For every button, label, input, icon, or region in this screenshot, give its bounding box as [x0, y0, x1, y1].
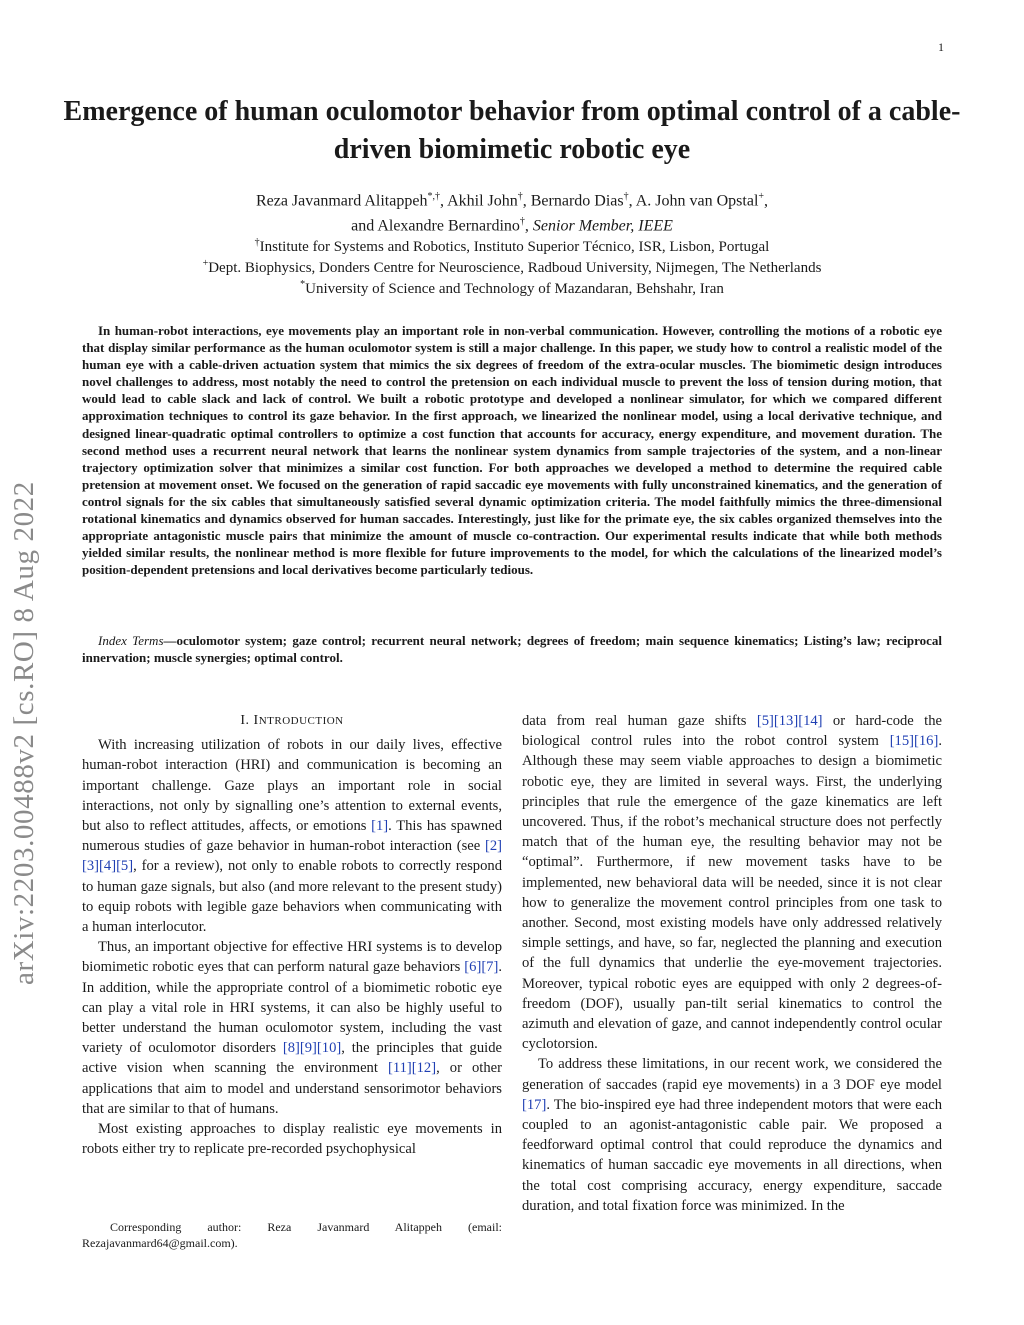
- affiliation-mark: †: [254, 237, 260, 248]
- abstract: In human-robot interactions, eye movements play an important role in non-verbal communication. However, controlling the motions of a robotic eye that display similar performance as the human oculomotor system is still a major challenge. In this paper, we study how to control a realistic model of the human eye with a cable-driven actuation system that mimics the six degrees of freedom of the extra-ocular muscles. The biomimetic design introduces novel challenges to address, most notably the need to control the pretension on each individual muscle to prevent the loss of tension during motion, that would lead to cable slack and lack of control. We built a robotic prototype and developed a nonlinear simulator, for which we compared different approximation techniques to control its gaze behavior. In the first approach, we linearized the nonlinear model, using a local derivative technique, and designed linear-quadratic optimal controllers to optimize a cost function that accounts for accuracy, energy expenditure, and movement duration. The second method uses a recurrent neural network that learns the nonlinear system dynamics from sample trajectories of the system, and a non-linear trajectory optimization solver that minimizes a similar cost function. For both approaches we developed a method to determine the required cable pretension at movement onset. We focused on the generation of rapid saccadic eye movements with fully unconstrained kinematics, and the generation of control signals for the six cables that simultaneously satisfied several dynamic optimization criteria. The model faithfully mimics the three-dimensional rotational kinematics and dynamics observed for human saccades. Interestingly, just like for the primate eye, the six cables organized themselves into the appropriate antagonistic muscle pairs that minimize the amount of muscle co-contraction. Our experimental results indicate that while both methods yielded similar results, the nonlinear method is more flexible for future improvements to the model, for which the calculations of the linearized model’s position-dependent pretensions and local derivatives become particularly tedious.: [82, 323, 942, 578]
- body-text: . Although these may seem viable approaches to design a biomimetic robotic eye, they are limited in several ways. First, the underlying principles that rule the emergence of the gaze kinematics are left uncovered. Thus, if the robot’s mechanical structure does not perfectly match that of the human eye, the resulting behavior may not be “optimal”. Furthermore, if new movement tasks have to be implemented, new behavioral data will be needed, since it is not clear how to generalize the movement control principles from one task to another. Second, most existing models have only addressed relatively simple settings, and have, so far, neglected the planning and execution of the full dynamics that underlie the eye-movement trajectories. Moreover, typical robotic eyes are equipped with only 2 degrees-of-freedom (DOF), usually pan-tilt serial kinematics to control the azimuth and elevation of gaze, and cannot independently control ocular cyclotorsion.: [522, 733, 942, 1053]
- body-text: With increasing utilization of robots in our daily lives, effective human-robot interaction (HRI) and communication is becoming an important challenge. Gaze plays an important role in social interactions, not only by signalling one’s attention to external events, but also to reflect attitudes, affects, or emotions: [82, 737, 502, 835]
- citation-link[interactable]: [8]: [282, 1040, 300, 1057]
- paragraph: [82, 937, 502, 1119]
- citation-link[interactable]: [17]: [522, 1096, 547, 1113]
- citation-link[interactable]: [10]: [316, 1040, 342, 1057]
- body-text: . This has spawned numerous studies of gaze behavior in human-robot interaction (see: [82, 818, 502, 855]
- citation-link[interactable]: [13]: [773, 713, 799, 729]
- author-name: , Akhil John: [439, 192, 518, 210]
- citation-link[interactable]: [11]: [387, 1060, 412, 1077]
- citation-link[interactable]: [12]: [411, 1060, 437, 1077]
- author-name: , Bernardo Dias: [522, 192, 624, 210]
- body-text: or hard-code the biological control rules into the robot control system: [522, 713, 942, 750]
- author-name: , A. John van Opstal: [628, 192, 759, 210]
- affiliation-mark: +: [202, 258, 209, 269]
- body-text: . In addition, while the appropriate control of a biomimetic robotic eye can play a vital role in HRI systems, it can also be highly useful to better understand the human oculomotor system, including the vast variety of oculomotor disorders: [82, 959, 502, 1057]
- left-column: [82, 711, 502, 1159]
- author-mark: †: [519, 216, 525, 228]
- affiliation-text: University of Science and Technology of Mazandaran, Behshahr, Iran: [305, 281, 724, 297]
- section-heading: [82, 711, 502, 731]
- body-text: Thus, an important objective for effective HRI systems is to develop biomimetic robotic eyes that can perform natural gaze behaviors: [82, 939, 502, 976]
- page-number: 1: [938, 40, 944, 54]
- section-title-initial: I: [253, 713, 259, 728]
- body-text: . The bio-inspired eye had three independent motors that were each coupled to an agonist-antagonistic cable pair. We proposed a feedforward optimal control that could reproduce the dynamics and kinematics of human saccadic eye movements in all directions, when the total cost comprising accuracy, energy expenditure, saccade duration, and total fixation force was minimized. In the: [522, 1096, 942, 1214]
- citation-link[interactable]: [15]: [889, 733, 915, 750]
- citation-link[interactable]: [1]: [371, 818, 389, 835]
- section-title-rest: NTRODUCTION: [258, 715, 344, 727]
- citation-link[interactable]: [14]: [798, 713, 823, 729]
- author-mark: †: [517, 191, 523, 202]
- index-terms: [82, 632, 942, 666]
- citation-link[interactable]: [5]: [756, 713, 774, 729]
- citation-link[interactable]: [5]: [116, 858, 134, 875]
- author-name: and Alexandre Bernardino: [351, 217, 520, 235]
- body-text: , the principles that guide active vision when scanning the environment: [82, 1040, 502, 1077]
- author-mark: +: [758, 191, 765, 202]
- citation-link[interactable]: [16]: [914, 733, 939, 750]
- index-terms-text: —oculomotor system; gaze control; recurrent neural network; degrees of freedom; main sequence kinematics; Listing’s law; reciprocal innervation; muscle synergies; optimal control.: [82, 633, 942, 666]
- author-list: [60, 186, 964, 237]
- arxiv-id[interactable]: arXiv:2203.00488v2 [cs.RO] 8 Aug 2022: [8, 481, 40, 985]
- body-text: , or other applications that aim to model and understand sensorimotor behaviors that are similar to that of humans.: [82, 1060, 502, 1117]
- affiliation-mark: *: [300, 279, 306, 290]
- author-name: Reza Javanmard Alitappeh: [255, 192, 428, 210]
- author-separator: ,: [524, 217, 533, 235]
- affiliation: [60, 275, 964, 299]
- section-number: I.: [240, 713, 254, 728]
- author-mark: *,†: [427, 191, 440, 202]
- citation-link[interactable]: [7]: [481, 959, 499, 976]
- citation-link[interactable]: [3]: [82, 858, 100, 875]
- citation-link[interactable]: [9]: [299, 1040, 317, 1057]
- author-mark: †: [623, 191, 629, 202]
- paragraph: [522, 711, 942, 1054]
- paragraph: [82, 735, 502, 937]
- citation-link[interactable]: [6]: [464, 959, 482, 976]
- footnote: Corresponding author: Reza Javanmard Alitappeh (email: Rezajavanmard64@gmail.com).: [82, 1220, 502, 1250]
- author-membership: Senior Member, IEEE: [532, 217, 673, 235]
- right-column: [522, 711, 942, 1216]
- paragraph: Most existing approaches to display realistic eye movements in robots either try to replicate pre-recorded psychophysical: [82, 1121, 502, 1158]
- author-separator: ,: [764, 192, 769, 210]
- body-text: , for a review), not only to enable robots to correctly respond to human gaze signals, but also (and more relevant to the present study) to equip robots with legible gaze behaviors when communicating with a human interlocutor.: [82, 858, 502, 936]
- body-text: To address these limitations, in our recent work, we considered the generation of saccades (rapid eye movements) in a 3 DOF eye model: [522, 1056, 942, 1093]
- index-terms-label: Index Terms: [98, 633, 164, 648]
- citation-link[interactable]: [2]: [484, 838, 502, 855]
- body-text: data from real human gaze shifts: [522, 713, 757, 729]
- affiliation-text: Dept. Biophysics, Donders Centre for Neuroscience, Radboud University, Nijmegen, The Netherlands: [208, 260, 822, 276]
- paper-title: Emergence of human oculomotor behavior from optimal control of a cable-driven biomimetic robotic eye: [63, 96, 961, 165]
- paragraph: [522, 1054, 942, 1216]
- citation-link[interactable]: [4]: [99, 858, 117, 875]
- affiliation-text: Institute for Systems and Robotics, Instituto Superior Técnico, ISR, Lisbon, Portugal: [259, 239, 770, 255]
